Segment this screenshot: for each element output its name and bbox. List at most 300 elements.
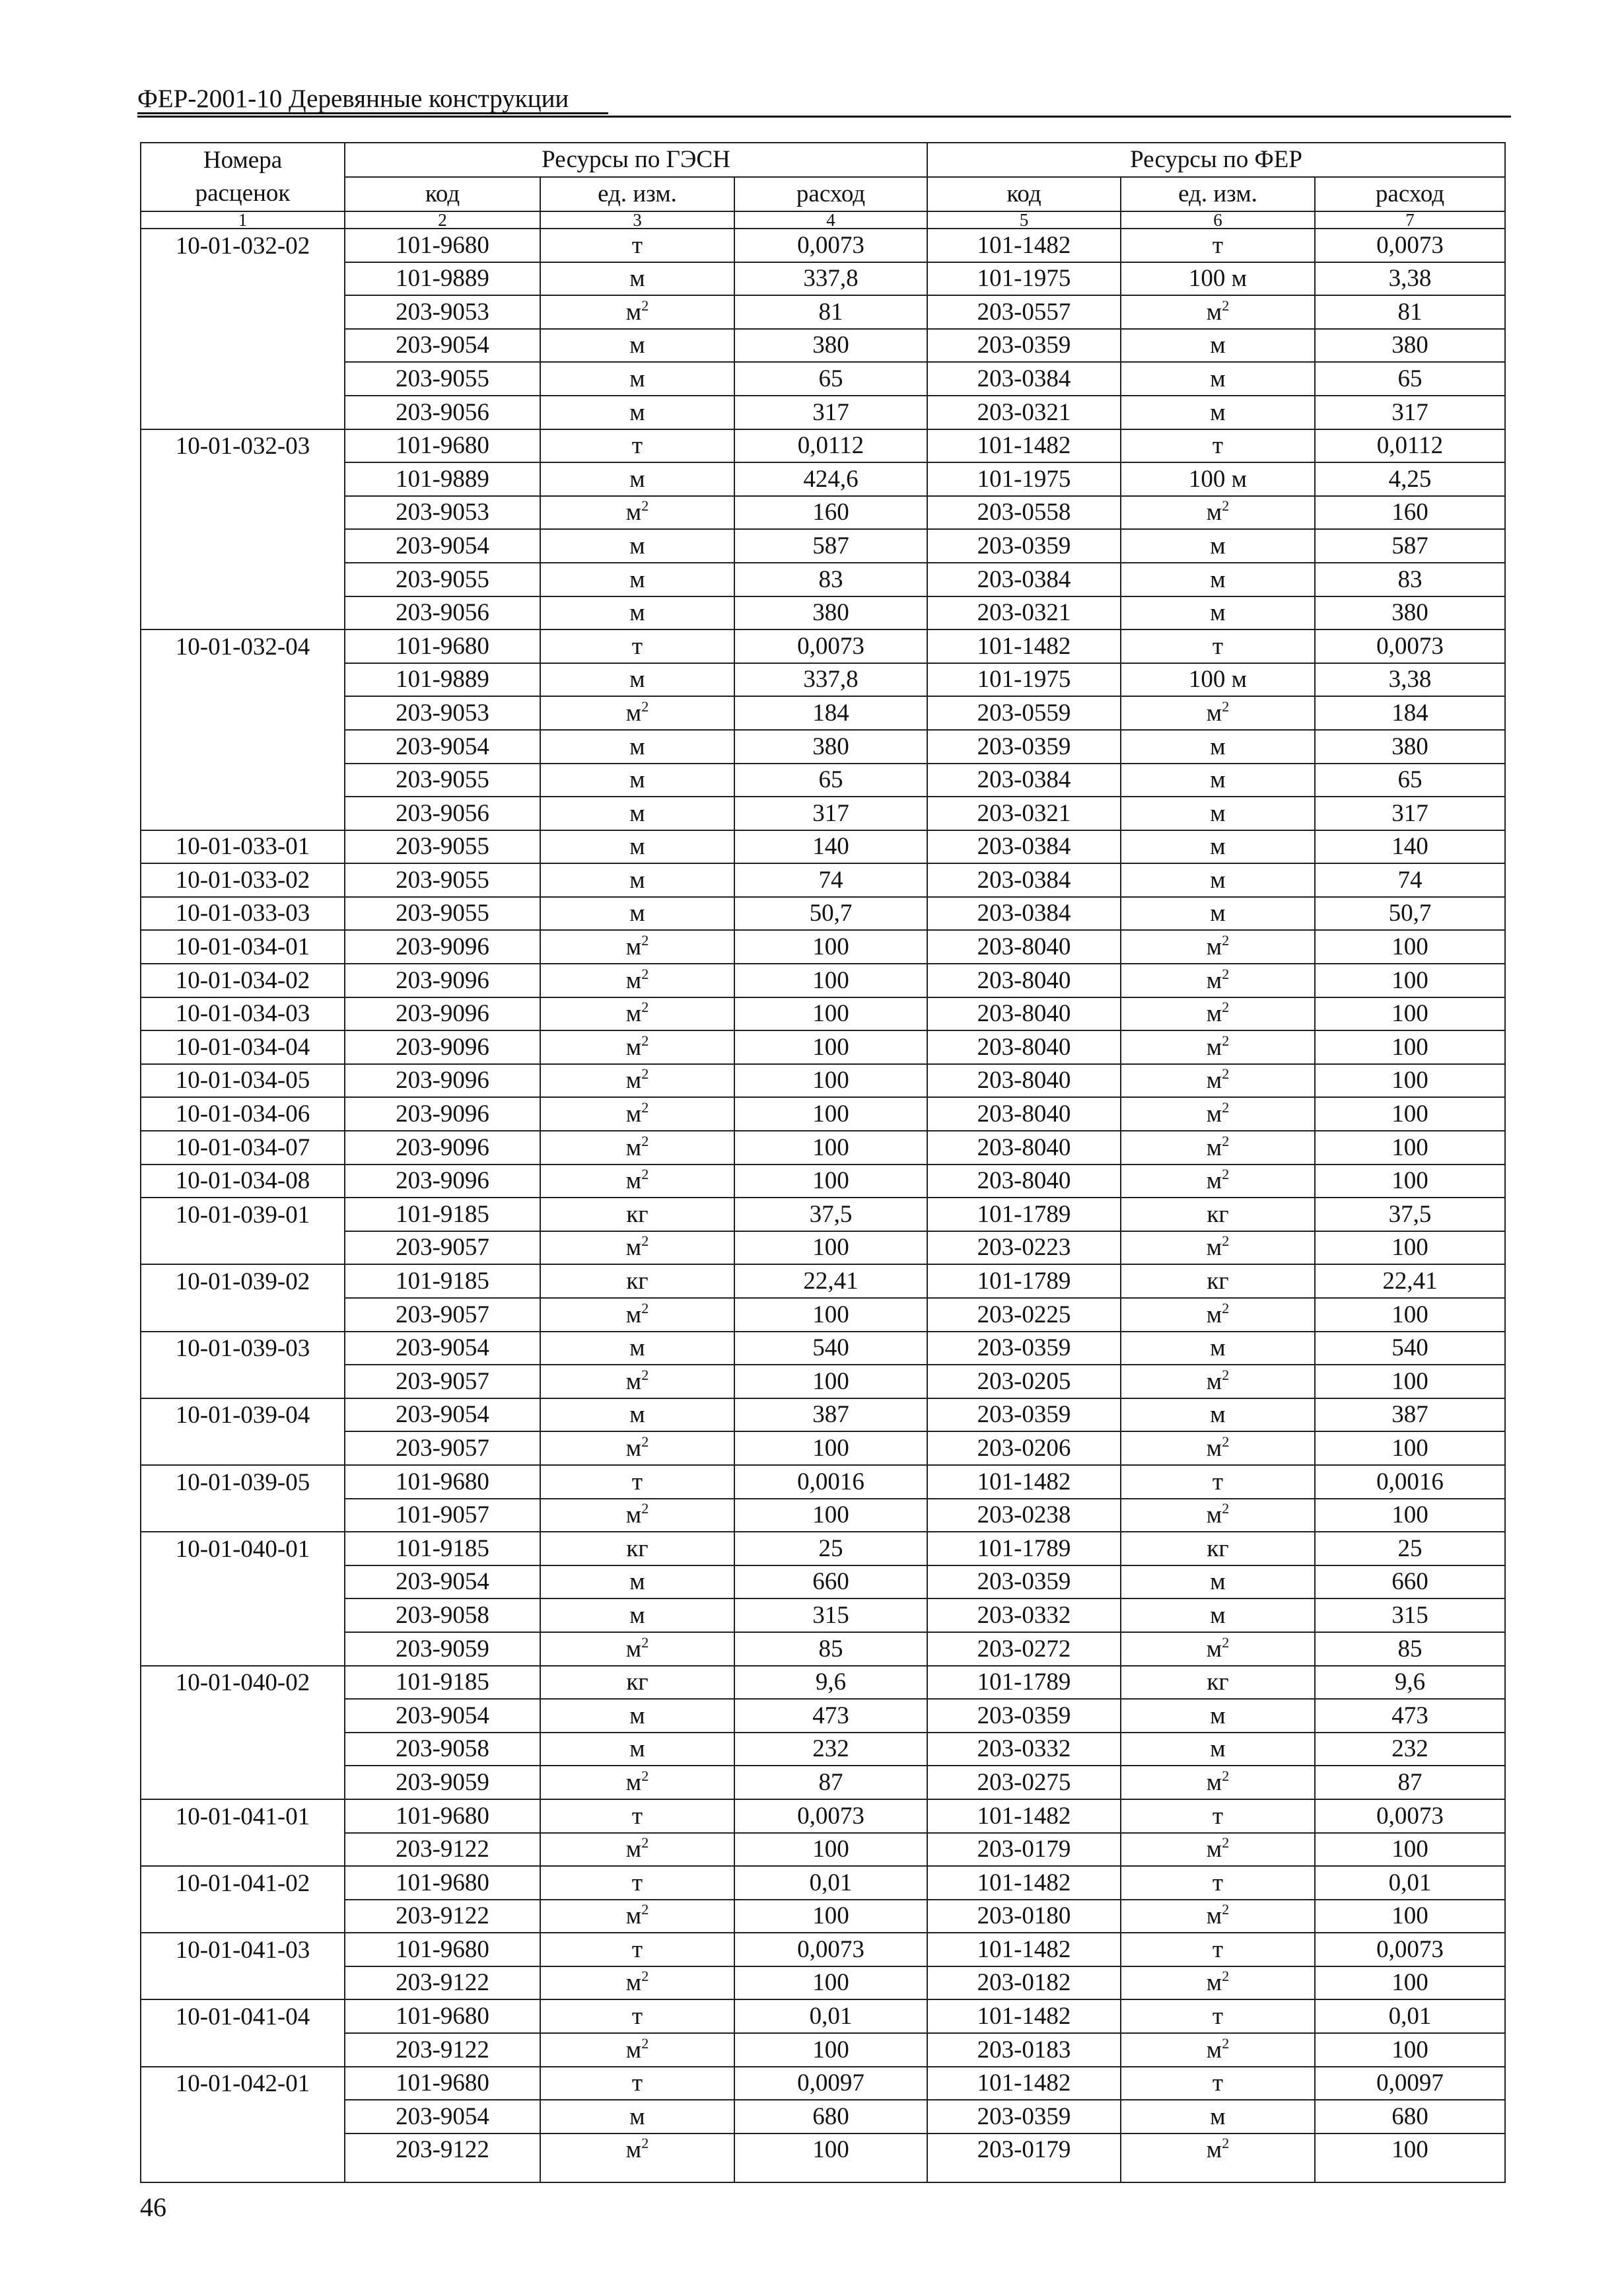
column-number: 4	[734, 211, 927, 229]
table-row	[141, 1699, 1505, 1733]
fer-code-cell: 203-0359	[927, 730, 1121, 764]
gesn-unit-cell: т	[540, 229, 734, 262]
fer-code-cell: 101-1482	[927, 1999, 1121, 2033]
gesn-unit-cell: $м^2$	[540, 1231, 734, 1265]
gesn-qty-cell: 100	[734, 1365, 927, 1398]
fer-unit-cell: м	[1121, 1332, 1315, 1365]
table-row	[141, 1933, 1505, 1966]
square-superscript: 2	[641, 497, 649, 515]
fer-unit-cell: $м^2$	[1121, 1833, 1315, 1867]
gesn-unit-cell: м	[540, 262, 734, 296]
fer-unit-cell: $м^2$	[1121, 2134, 1315, 2182]
gesn-qty-cell: 100	[734, 1431, 927, 1465]
gesn-code-cell: 203-9055	[345, 563, 540, 596]
gesn-unit-cell: т	[540, 1465, 734, 1499]
fer-code-cell: 203-0180	[927, 1900, 1121, 1933]
gesn-unit-cell: $м^2$	[540, 964, 734, 997]
gesn-code-cell: 101-9680	[345, 429, 540, 463]
rate-id-cell	[141, 1231, 345, 1265]
square-superscript: 2	[641, 1767, 649, 1784]
gesn-qty-cell: 81	[734, 295, 927, 329]
table-row	[141, 563, 1505, 596]
fer-unit-cell: $м^2$	[1121, 1365, 1315, 1398]
fer-code-cell: 203-0332	[927, 1598, 1121, 1632]
table-row	[141, 1030, 1505, 1064]
fer-unit-cell: т	[1121, 629, 1315, 663]
rate-id-cell: 10-01-033-03	[141, 897, 345, 931]
gesn-code-cell: 203-9054	[345, 1332, 540, 1365]
rate-id-cell	[141, 362, 345, 396]
gesn-code-cell: 203-9058	[345, 1598, 540, 1632]
gesn-qty-cell: 9,6	[734, 1666, 927, 1700]
square-superscript: 2	[641, 2134, 649, 2151]
rate-id-cell	[141, 496, 345, 530]
table-row	[141, 1598, 1505, 1632]
gesn-code-cell: 101-9185	[345, 1532, 540, 1565]
fer-qty-cell: 0,0016	[1315, 1465, 1505, 1499]
gesn-unit-cell: м	[540, 529, 734, 563]
gesn-qty-cell: 100	[734, 964, 927, 997]
gesn-unit-cell: $м^2$	[540, 1766, 734, 1799]
fer-unit-cell: $м^2$	[1121, 964, 1315, 997]
fer-code-cell: 101-1482	[927, 229, 1121, 262]
fer-qty-cell: 100	[1315, 930, 1505, 964]
gesn-qty-cell: 22,41	[734, 1264, 927, 1298]
fer-unit-cell: $м^2$	[1121, 1030, 1315, 1064]
square-superscript: 2	[641, 1065, 649, 1083]
gesn-unit-cell: $м^2$	[540, 1900, 734, 1933]
square-superscript: 2	[641, 297, 649, 314]
fer-code-cell: 101-1482	[927, 629, 1121, 663]
square-superscript: 2	[641, 1032, 649, 1049]
gesn-code-cell: 203-9122	[345, 1966, 540, 2000]
column-number: 2	[345, 211, 540, 229]
fer-unit-cell: м	[1121, 1565, 1315, 1599]
fer-code-cell: 203-0321	[927, 797, 1121, 830]
fer-code-cell: 203-0206	[927, 1431, 1121, 1465]
gesn-qty-cell: 100	[734, 930, 927, 964]
fer-code-cell: 203-0359	[927, 1332, 1121, 1365]
rates-column-header	[141, 143, 345, 211]
fer-code-cell: 203-0182	[927, 1966, 1121, 2000]
fer-unit-cell: м	[1121, 897, 1315, 931]
gesn-code-cell: 203-9096	[345, 1165, 540, 1198]
fer-code-cell: 203-0205	[927, 1365, 1121, 1398]
fer-qty-cell: 4,25	[1315, 462, 1505, 496]
gesn-unit-cell: м	[540, 1598, 734, 1632]
gesn-code-cell: 101-9185	[345, 1198, 540, 1231]
gesn-code-cell: 203-9122	[345, 2134, 540, 2182]
gesn-code-cell: 203-9096	[345, 1097, 540, 1131]
table-row	[141, 863, 1505, 897]
fer-qty-cell: 83	[1315, 563, 1505, 596]
table-row	[141, 596, 1505, 630]
square-superscript: 2	[1222, 1299, 1230, 1316]
subheader-fer-unit: ед. изм.	[1121, 177, 1315, 211]
rate-id-cell: 10-01-039-02	[141, 1264, 345, 1298]
square-superscript: 2	[641, 1099, 649, 1116]
gesn-qty-cell: 65	[734, 764, 927, 797]
rate-id-cell	[141, 1733, 345, 1766]
fer-unit-cell: $м^2$	[1121, 1431, 1315, 1465]
gesn-unit-cell: м	[540, 1332, 734, 1365]
gesn-qty-cell: 337,8	[734, 663, 927, 697]
square-superscript: 2	[641, 1901, 649, 1918]
gesn-qty-cell: 0,0073	[734, 1799, 927, 1833]
fer-qty-cell: 380	[1315, 730, 1505, 764]
gesn-qty-cell: 100	[734, 1165, 927, 1198]
fer-qty-cell: 380	[1315, 329, 1505, 363]
gesn-code-cell: 203-9059	[345, 1766, 540, 1799]
gesn-code-cell: 101-9889	[345, 462, 540, 496]
square-superscript: 2	[641, 1968, 649, 1985]
square-superscript: 2	[1222, 2134, 1230, 2151]
fer-qty-cell: 317	[1315, 797, 1505, 830]
gesn-code-cell: 203-9122	[345, 2033, 540, 2067]
rate-id-cell	[141, 1766, 345, 1799]
square-superscript: 2	[641, 1132, 649, 1149]
rate-id-cell	[141, 1298, 345, 1332]
fer-unit-cell: $м^2$	[1121, 997, 1315, 1031]
table-row	[141, 764, 1505, 797]
square-superscript: 2	[641, 1433, 649, 1450]
gesn-qty-cell: 660	[734, 1565, 927, 1599]
gesn-unit-cell: $м^2$	[540, 1064, 734, 1098]
table-row	[141, 797, 1505, 830]
rate-id-cell	[141, 1699, 345, 1733]
gesn-code-cell: 203-9055	[345, 830, 540, 864]
fer-code-cell: 203-0359	[927, 529, 1121, 563]
gesn-unit-cell: м	[540, 1398, 734, 1432]
square-superscript: 2	[1222, 1901, 1230, 1918]
table-row	[141, 2067, 1505, 2100]
gesn-unit-cell: м	[540, 1733, 734, 1766]
gesn-code-cell: 203-9096	[345, 1064, 540, 1098]
fer-code-cell: 101-1482	[927, 1866, 1121, 1900]
gesn-unit-cell: $м^2$	[540, 2033, 734, 2067]
gesn-code-cell: 203-9057	[345, 1298, 540, 1332]
rate-id-cell	[141, 563, 345, 596]
fer-qty-cell: 0,0097	[1315, 2067, 1505, 2100]
gesn-qty-cell: 65	[734, 362, 927, 396]
fer-qty-cell: 0,01	[1315, 1866, 1505, 1900]
gesn-code-cell: 203-9055	[345, 863, 540, 897]
gesn-qty-cell: 100	[734, 1131, 927, 1165]
gesn-qty-cell: 140	[734, 830, 927, 864]
rate-id-cell	[141, 1499, 345, 1532]
gesn-qty-cell: 587	[734, 529, 927, 563]
rate-id-cell	[141, 1365, 345, 1398]
fer-qty-cell: 100	[1315, 964, 1505, 997]
fer-qty-cell: 0,01	[1315, 1999, 1505, 2033]
fer-qty-cell: 160	[1315, 496, 1505, 530]
fer-qty-cell: 315	[1315, 1598, 1505, 1632]
table-row	[141, 964, 1505, 997]
gesn-unit-cell: $м^2$	[540, 1298, 734, 1332]
rate-id-cell	[141, 2134, 345, 2182]
table-row	[141, 2033, 1505, 2067]
fer-unit-cell: м	[1121, 1733, 1315, 1766]
fer-unit-cell: т	[1121, 1999, 1315, 2033]
gesn-code-cell: 101-9889	[345, 262, 540, 296]
gesn-qty-cell: 0,0112	[734, 429, 927, 463]
table-row	[141, 1064, 1505, 1098]
gesn-code-cell: 203-9054	[345, 529, 540, 563]
fer-qty-cell: 100	[1315, 1966, 1505, 2000]
gesn-unit-cell: т	[540, 1933, 734, 1966]
fer-code-cell: 203-0384	[927, 362, 1121, 396]
fer-qty-cell: 100	[1315, 1900, 1505, 1933]
fer-code-cell: 203-8040	[927, 1165, 1121, 1198]
fer-unit-cell: м	[1121, 863, 1315, 897]
square-superscript: 2	[641, 965, 649, 982]
gesn-qty-cell: 0,0073	[734, 629, 927, 663]
fer-qty-cell: 100	[1315, 1097, 1505, 1131]
table-row	[141, 262, 1505, 296]
rate-id-cell: 10-01-041-02	[141, 1866, 345, 1900]
gesn-unit-cell: м	[540, 830, 734, 864]
fer-code-cell: 203-0275	[927, 1766, 1121, 1799]
subheader-gesn-unit: ед. изм.	[540, 177, 734, 211]
table-row	[141, 1900, 1505, 1933]
fer-code-cell: 203-0384	[927, 764, 1121, 797]
fer-unit-cell: кг	[1121, 1198, 1315, 1231]
fer-qty-cell: 50,7	[1315, 897, 1505, 931]
fer-code-cell: 203-0359	[927, 1565, 1121, 1599]
square-superscript: 2	[1222, 1065, 1230, 1083]
fer-unit-cell: $м^2$	[1121, 1632, 1315, 1666]
square-superscript: 2	[1222, 497, 1230, 515]
gesn-code-cell: 101-9680	[345, 229, 540, 262]
table-row	[141, 1999, 1505, 2033]
fer-unit-cell: $м^2$	[1121, 1165, 1315, 1198]
fer-unit-cell: м	[1121, 2100, 1315, 2134]
rate-id-cell	[141, 596, 345, 630]
table-row	[141, 1833, 1505, 1867]
rate-id-cell: 10-01-040-02	[141, 1666, 345, 1700]
gesn-code-cell: 203-9058	[345, 1733, 540, 1766]
square-superscript: 2	[641, 1166, 649, 1183]
gesn-unit-cell: м	[540, 1565, 734, 1599]
fer-unit-cell: м	[1121, 1598, 1315, 1632]
fer-unit-cell: кг	[1121, 1264, 1315, 1298]
table-row	[141, 2100, 1505, 2134]
rate-id-cell	[141, 2033, 345, 2067]
resources-table	[140, 142, 1506, 2183]
fer-unit-cell: т	[1121, 429, 1315, 463]
gesn-unit-cell: т	[540, 429, 734, 463]
fer-qty-cell: 81	[1315, 295, 1505, 329]
gesn-code-cell: 203-9096	[345, 997, 540, 1031]
square-superscript: 2	[1222, 1132, 1230, 1149]
fer-unit-cell: м	[1121, 596, 1315, 630]
fer-code-cell: 101-1482	[927, 429, 1121, 463]
rate-id-cell	[141, 1966, 345, 2000]
gesn-code-cell: 101-9889	[345, 663, 540, 697]
fer-unit-cell: т	[1121, 2067, 1315, 2100]
fer-qty-cell: 87	[1315, 1766, 1505, 1799]
fer-code-cell: 101-1789	[927, 1264, 1121, 1298]
table-row	[141, 1866, 1505, 1900]
gesn-code-cell: 101-9680	[345, 1933, 540, 1966]
fer-qty-cell: 25	[1315, 1532, 1505, 1565]
gesn-qty-cell: 100	[734, 1900, 927, 1933]
square-superscript: 2	[1222, 1500, 1230, 1517]
fer-qty-cell: 317	[1315, 396, 1505, 429]
square-superscript: 2	[641, 698, 649, 715]
fer-unit-cell: кг	[1121, 1666, 1315, 1700]
square-superscript: 2	[1222, 1366, 1230, 1383]
gesn-unit-cell: м	[540, 1699, 734, 1733]
gesn-qty-cell: 380	[734, 730, 927, 764]
table-row	[141, 897, 1505, 931]
fer-unit-cell: $м^2$	[1121, 1900, 1315, 1933]
table-row	[141, 1733, 1505, 1766]
table-row	[141, 329, 1505, 363]
rate-id-cell: 10-01-032-02	[141, 229, 345, 262]
gesn-unit-cell: м	[540, 797, 734, 830]
table-row	[141, 1198, 1505, 1231]
fer-code-cell: 203-8040	[927, 997, 1121, 1031]
column-number: 6	[1121, 211, 1315, 229]
square-superscript: 2	[1222, 1433, 1230, 1450]
fer-unit-cell: кг	[1121, 1532, 1315, 1565]
table-row	[141, 1097, 1505, 1131]
rate-id-cell	[141, 329, 345, 363]
rate-id-cell: 10-01-034-04	[141, 1030, 345, 1064]
gesn-unit-cell: т	[540, 629, 734, 663]
gesn-code-cell: 101-9680	[345, 2067, 540, 2100]
square-superscript: 2	[1222, 932, 1230, 949]
gesn-code-cell: 203-9053	[345, 496, 540, 530]
gesn-qty-cell: 540	[734, 1332, 927, 1365]
rate-id-cell: 10-01-034-02	[141, 964, 345, 997]
square-superscript: 2	[641, 1633, 649, 1651]
fer-unit-cell: м	[1121, 1699, 1315, 1733]
rate-id-cell	[141, 1598, 345, 1632]
gesn-code-cell: 101-9185	[345, 1666, 540, 1700]
square-superscript: 2	[641, 1299, 649, 1316]
gesn-qty-cell: 424,6	[734, 462, 927, 496]
fer-qty-cell: 100	[1315, 1030, 1505, 1064]
fer-code-cell: 203-8040	[927, 930, 1121, 964]
table-row	[141, 997, 1505, 1031]
fer-qty-cell: 184	[1315, 696, 1505, 730]
fer-unit-cell: м	[1121, 529, 1315, 563]
gesn-qty-cell: 473	[734, 1699, 927, 1733]
gesn-qty-cell: 85	[734, 1632, 927, 1666]
fer-unit-cell: т	[1121, 229, 1315, 262]
table-row	[141, 830, 1505, 864]
gesn-qty-cell: 25	[734, 1532, 927, 1565]
rate-id-cell	[141, 663, 345, 697]
fer-unit-cell: $м^2$	[1121, 1131, 1315, 1165]
table-row	[141, 2134, 1505, 2182]
fer-unit-cell: м	[1121, 362, 1315, 396]
page-number: 46	[140, 2192, 166, 2222]
gesn-qty-cell: 315	[734, 1598, 927, 1632]
gesn-code-cell: 203-9122	[345, 1900, 540, 1933]
fer-code-cell: 203-0225	[927, 1298, 1121, 1332]
fer-unit-cell: м	[1121, 563, 1315, 596]
subheader-gesn-qty: расход	[734, 177, 927, 211]
fer-code-cell: 203-0179	[927, 2134, 1121, 2182]
gesn-code-cell: 101-9680	[345, 1999, 540, 2033]
gesn-unit-cell: т	[540, 1799, 734, 1833]
rate-id-cell: 10-01-034-08	[141, 1165, 345, 1198]
square-superscript: 2	[1222, 698, 1230, 715]
gesn-code-cell: 101-9680	[345, 629, 540, 663]
gesn-code-cell: 203-9054	[345, 1565, 540, 1599]
gesn-qty-cell: 87	[734, 1766, 927, 1799]
table-row	[141, 1766, 1505, 1799]
gesn-unit-cell: м	[540, 329, 734, 363]
gesn-code-cell: 203-9055	[345, 764, 540, 797]
fer-unit-cell: т	[1121, 1465, 1315, 1499]
gesn-code-cell: 203-9096	[345, 1030, 540, 1064]
fer-unit-cell: $м^2$	[1121, 1766, 1315, 1799]
fer-unit-cell: м	[1121, 797, 1315, 830]
fer-unit-cell: $м^2$	[1121, 1231, 1315, 1265]
gesn-code-cell: 203-9054	[345, 1699, 540, 1733]
fer-code-cell: 203-0321	[927, 596, 1121, 630]
fer-code-cell: 203-0321	[927, 396, 1121, 429]
gesn-code-cell: 203-9055	[345, 362, 540, 396]
gesn-qty-cell: 100	[734, 1231, 927, 1265]
header-title-underline	[137, 112, 608, 114]
fer-unit-cell: т	[1121, 1799, 1315, 1833]
gesn-code-cell: 203-9096	[345, 1131, 540, 1165]
table-row	[141, 1431, 1505, 1465]
gesn-unit-cell: м	[540, 663, 734, 697]
gesn-qty-cell: 160	[734, 496, 927, 530]
rate-id-cell	[141, 1900, 345, 1933]
fer-code-cell: 203-0359	[927, 1699, 1121, 1733]
gesn-qty-cell: 50,7	[734, 897, 927, 931]
fer-code-cell: 101-1482	[927, 1799, 1121, 1833]
fer-unit-cell: т	[1121, 1866, 1315, 1900]
subheader-gesn-code: код	[345, 177, 540, 211]
fer-code-cell: 203-0384	[927, 563, 1121, 596]
square-superscript: 2	[1222, 1767, 1230, 1784]
gesn-unit-cell: $м^2$	[540, 496, 734, 530]
rate-id-cell	[141, 396, 345, 429]
rate-id-cell: 10-01-034-05	[141, 1064, 345, 1098]
table-row	[141, 496, 1505, 530]
gesn-unit-cell: $м^2$	[540, 1632, 734, 1666]
fer-code-cell: 101-1482	[927, 1465, 1121, 1499]
gesn-qty-cell: 74	[734, 863, 927, 897]
fer-unit-cell: м	[1121, 764, 1315, 797]
fer-qty-cell: 100	[1315, 1231, 1505, 1265]
table-row	[141, 229, 1505, 262]
gesn-code-cell: 203-9057	[345, 1365, 540, 1398]
fer-code-cell: 203-0384	[927, 863, 1121, 897]
fer-qty-cell: 100	[1315, 1431, 1505, 1465]
gesn-unit-cell: т	[540, 2067, 734, 2100]
fer-unit-cell: 100 м	[1121, 462, 1315, 496]
fer-qty-cell: 0,0112	[1315, 429, 1505, 463]
table-group-header-row	[141, 143, 1505, 177]
square-superscript: 2	[1222, 1834, 1230, 1851]
column-number: 7	[1315, 211, 1505, 229]
rate-id-cell: 10-01-034-01	[141, 930, 345, 964]
rate-id-cell: 10-01-032-04	[141, 629, 345, 663]
fer-qty-cell: 74	[1315, 863, 1505, 897]
gesn-code-cell: 203-9096	[345, 964, 540, 997]
gesn-qty-cell: 380	[734, 596, 927, 630]
fer-code-cell: 203-0238	[927, 1499, 1121, 1532]
